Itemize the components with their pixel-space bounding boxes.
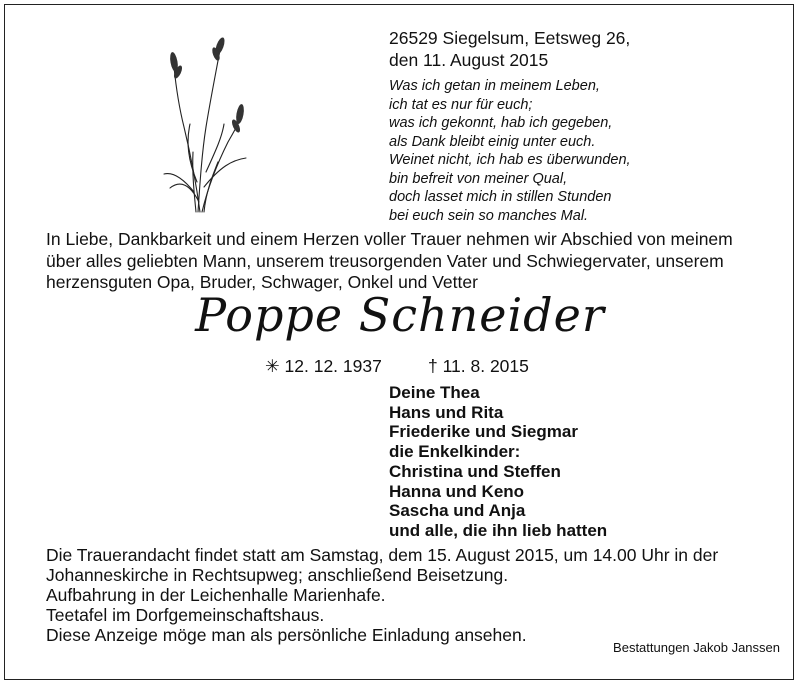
intro-line: herzensguten Opa, Bruder, Schwager, Onkel und Vetter xyxy=(46,272,478,292)
service-line: Diese Anzeige möge man als persönliche Einladung ansehen. xyxy=(46,625,527,645)
poem xyxy=(389,77,631,225)
service-info xyxy=(46,545,718,645)
mourner-line: Hanna und Keno xyxy=(389,481,525,501)
undertaker-credit: Bestattungen Jakob Janssen xyxy=(613,640,780,655)
poem-line: Weinet nicht, ich hab es überwunden, xyxy=(389,152,631,168)
service-line: Johanneskirche in Rechtsupweg; anschließend Beisetzung. xyxy=(46,565,509,585)
poem-line: Was ich getan in meinem Leben, xyxy=(389,78,600,94)
intro-text xyxy=(46,229,766,294)
wheat-ears-icon xyxy=(160,32,260,214)
poem-line: doch lasset mich in stillen Stunden xyxy=(389,189,612,205)
address-block xyxy=(389,27,630,71)
death-date: † 11. 8. 2015 xyxy=(428,356,529,376)
poem-line: bei euch sein so manches Mal. xyxy=(389,207,589,224)
mourner-line: und alle, die ihn lieb hatten xyxy=(389,520,608,540)
mourner-line: Sascha und Anja xyxy=(389,501,526,521)
mourner-line: die Enkelkinder: xyxy=(389,442,521,462)
service-line: Aufbahrung in der Leichenhalle Marienhafe. xyxy=(46,585,386,605)
intro-line: In Liebe, Dankbarkeit und einem Herzen voller Trauer nehmen wir Abschied von meinem xyxy=(46,229,733,249)
poem-line: bin befreit von meiner Qual, xyxy=(389,170,568,187)
mourners-list xyxy=(389,383,607,541)
poem-line: was ich gekonnt, hab ich gegeben, xyxy=(389,115,613,131)
mourner-line: Deine Thea xyxy=(389,383,480,402)
date-line: den 11. August 2015 xyxy=(389,50,549,70)
service-line: Teetafel im Dorfgemeinschaftshaus. xyxy=(46,605,325,625)
address-line: 26529 Siegelsum, Eetsweg 26, xyxy=(389,28,631,48)
poem-line: ich tat es nur für euch; xyxy=(389,96,533,113)
mourner-line: Friederike und Siegmar xyxy=(389,422,578,442)
intro-line: über alles geliebten Mann, unserem treusorgenden Vater und Schwiegervater, unserem xyxy=(46,250,724,271)
deceased-name: Poppe Schneider xyxy=(195,288,605,342)
service-line: Die Trauerandacht findet statt am Samstag, dem 15. August 2015, um 14.00 Uhr in der xyxy=(46,545,719,565)
mourner-line: Hans und Rita xyxy=(389,402,504,422)
birth-date: ✳ 12. 12. 1937 xyxy=(265,356,382,376)
mourner-line: Christina und Steffen xyxy=(389,461,561,481)
poem-line: als Dank bleibt einig unter euch. xyxy=(389,133,596,150)
